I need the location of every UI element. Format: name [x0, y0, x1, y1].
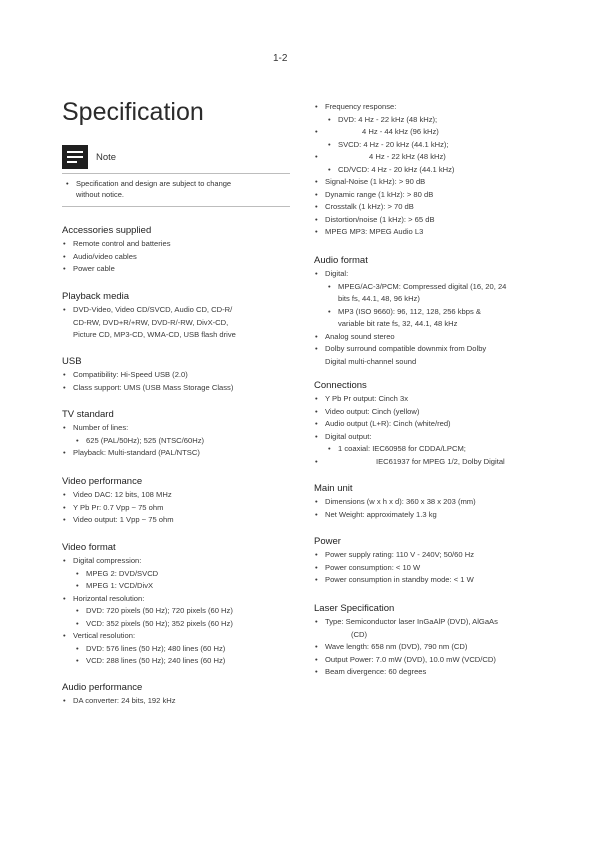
note-box	[62, 145, 290, 207]
list-item: • Vertical resolution:	[62, 630, 292, 643]
list-item: • Digital compression:	[62, 555, 292, 568]
list-item: • Y Pb Pr output: Cinch 3x	[314, 393, 544, 406]
list-item: • Audio/video cables	[62, 251, 292, 264]
list-item: • Wave length: 658 nm (DVD), 790 nm (CD)	[314, 641, 544, 654]
list-item-line: Picture CD, MP3-CD, WMA-CD, USB flash drive	[73, 330, 236, 339]
list-item: • Power cable	[62, 263, 292, 276]
page-title: Specification	[62, 98, 204, 126]
list-item-line: IEC61937 for MPEG 1/2, Dolby Digital	[376, 456, 505, 466]
list-item-line: • MP3 (ISO 9660): 96, 112, 128, 256 kbps &	[338, 306, 481, 316]
list-item: • Dimensions (w x h x d): 360 x 38 x 203 (mm)	[314, 496, 544, 509]
section-connections	[314, 380, 544, 468]
section-accessories	[62, 225, 292, 276]
list-item: • Video output: Cinch (yellow)	[314, 406, 544, 419]
list-subitem: • DVD: 720 pixels (50 Hz); 720 pixels (60 Hz)	[62, 605, 292, 618]
list-item: • Signal-Noise (1 kHz): > 90 dB	[314, 176, 544, 189]
section-main-unit	[314, 483, 544, 521]
section-heading: Audio performance	[62, 682, 143, 693]
list-subitem: • MPEG 1: VCD/DivX	[62, 580, 292, 593]
section-heading: USB	[62, 356, 82, 367]
note-text-line: without notice.	[76, 190, 124, 199]
section-usb	[62, 356, 292, 394]
section-heading: Playback media	[62, 291, 130, 302]
list-subitem-continuation	[314, 151, 544, 164]
section-heading: Connections	[314, 380, 367, 391]
list-item: • Power supply rating: 110 V - 240V; 50/60 Hz	[314, 549, 544, 562]
note-text-line: • Specification and design are subject to change	[66, 178, 290, 189]
section-heading: Laser Specification	[314, 603, 395, 614]
list-item-line: CD-RW, DVD+R/+RW, DVD-R/-RW, DivX-CD,	[73, 317, 229, 327]
list-subitem: • 1 coaxial: IEC60958 for CDDA/LPCM;	[314, 443, 544, 456]
list-subitem: • CD/VCD: 4 Hz - 20 kHz (44.1 kHz)	[314, 164, 544, 177]
list-item: • Y Pb Pr: 0.7 Vpp ~ 75 ohm	[62, 502, 292, 515]
list-subitem: • VCD: 352 pixels (50 Hz); 352 pixels (60 Hz)	[62, 618, 292, 631]
section-laser	[314, 603, 544, 679]
list-item: • DA converter: 24 bits, 192 kHz	[62, 695, 292, 708]
list-item: • MPEG MP3: MPEG Audio L3	[314, 226, 544, 239]
section-heading: Video format	[62, 542, 116, 553]
list-item: • Power consumption in standby mode: < 1 W	[314, 574, 544, 587]
section-tv-standard	[62, 409, 292, 460]
list-item: • Class support: UMS (USB Mass Storage Class)	[62, 382, 292, 395]
section-heading: Accessories supplied	[62, 225, 152, 236]
list-item: • Playback: Multi-standard (PAL/NTSC)	[62, 447, 292, 460]
list-item: • Number of lines:	[62, 422, 292, 435]
note-header	[62, 145, 290, 169]
list-item-line: • DVD-Video, Video CD/SVCD, Audio CD, CD-R/	[73, 305, 233, 314]
list-subitem: • DVD: 576 lines (50 Hz); 480 lines (60 Hz)	[62, 643, 292, 656]
section-power	[314, 536, 544, 587]
list-item-line: 4 Hz - 44 kHz (96 kHz)	[362, 127, 439, 136]
section-audio-performance	[62, 682, 292, 708]
list-item	[62, 304, 292, 342]
list-subitem-continuation	[314, 126, 544, 139]
note-body	[62, 173, 290, 207]
list-item	[314, 343, 544, 368]
list-item	[314, 616, 544, 641]
list-item: • Beam divergence: 60 degrees	[314, 666, 544, 679]
list-subitem: • MPEG 2: DVD/SVCD	[62, 568, 292, 581]
section-heading: Power	[314, 536, 341, 547]
list-item: • Remote control and batteries	[62, 238, 292, 251]
list-item: • Distortion/noise (1 kHz): > 65 dB	[314, 214, 544, 227]
list-item: • Video output: 1 Vpp ~ 75 ohm	[62, 514, 292, 527]
list-subitem	[314, 281, 544, 306]
note-title: Note	[96, 152, 117, 163]
list-item: • Analog sound stereo	[314, 331, 544, 344]
section-heading: TV standard	[62, 409, 114, 420]
note-icon	[62, 145, 88, 169]
list-item: • Dynamic range (1 kHz): > 80 dB	[314, 189, 544, 202]
list-subitem: • VCD: 288 lines (50 Hz); 240 lines (60 Hz)	[62, 655, 292, 668]
list-subitem: • 625 (PAL/50Hz); 525 (NTSC/60Hz)	[62, 435, 292, 448]
list-item: • Crosstalk (1 kHz): > 70 dB	[314, 201, 544, 214]
list-item-line: • Dolby surround compatible downmix from Dolby	[325, 344, 487, 353]
list-item-line: variable bit rate fs, 32, 44.1, 48 kHz	[338, 319, 458, 328]
section-heading: Main unit	[314, 483, 353, 494]
list-item-line: (CD)	[351, 629, 368, 639]
list-item: • Video DAC: 12 bits, 108 MHz	[62, 489, 292, 502]
section-heading: Video performance	[62, 476, 143, 487]
list-item: • Compatibility: Hi-Speed USB (2.0)	[62, 369, 292, 382]
list-item: • Power consumption: < 10 W	[314, 562, 544, 575]
section-heading: Audio format	[314, 255, 368, 266]
list-item: • Horizontal resolution:	[62, 593, 292, 606]
section-audio-format	[314, 255, 544, 368]
list-item: • Digital:	[314, 268, 544, 281]
list-item: • Digital output:	[314, 431, 544, 444]
list-subitem-continuation	[314, 456, 544, 469]
list-item-line: bits fs, 44.1, 48, 96 kHz)	[338, 294, 420, 303]
page-number: 1-2	[273, 53, 288, 64]
list-item: • Net Weight: approximately 1.3 kg	[314, 509, 544, 522]
list-item-line: • Type: Semiconductor laser InGaAlP (DVD), AlGaAs	[325, 617, 498, 626]
list-item-line: • MPEG/AC-3/PCM: Compressed digital (16, 20, 24	[338, 281, 507, 291]
list-subitem	[314, 306, 544, 331]
list-item: • Frequency response:	[314, 101, 544, 114]
section-frequency	[314, 101, 544, 239]
list-item-line: Digital multi-channel sound	[325, 356, 417, 366]
list-item-line: 4 Hz - 22 kHz (48 kHz)	[369, 152, 446, 161]
section-video-format	[62, 542, 292, 668]
list-item: • Output Power: 7.0 mW (DVD), 10.0 mW (VCD/CD)	[314, 654, 544, 667]
list-item: • Audio output (L+R): Cinch (white/red)	[314, 418, 544, 431]
list-subitem: • SVCD: 4 Hz - 20 kHz (44.1 kHz);	[314, 139, 544, 152]
section-video-performance	[62, 476, 292, 527]
section-playback-media	[62, 291, 292, 342]
list-subitem: • DVD: 4 Hz - 22 kHz (48 kHz);	[314, 114, 544, 127]
